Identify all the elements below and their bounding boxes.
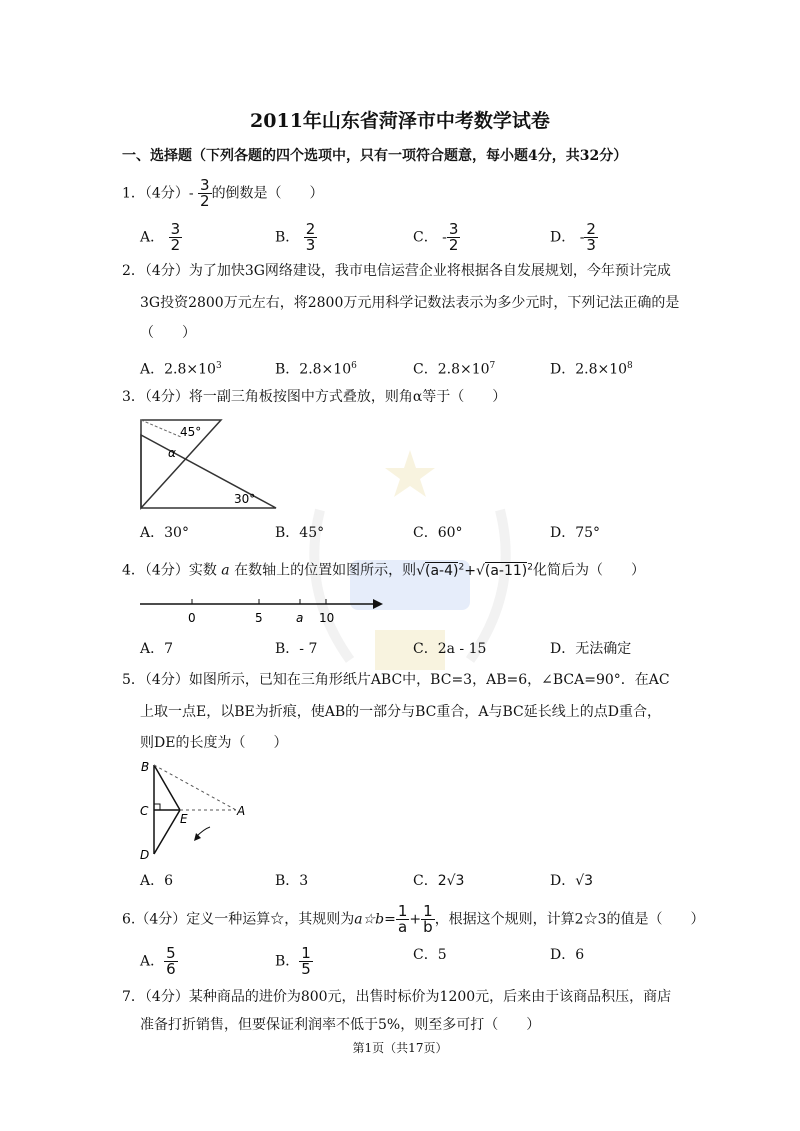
q3-option-d: D．75° [550, 525, 601, 541]
q3-option-b: B．45° [275, 525, 325, 541]
q2-line-2: 3G投资2800万元左右，将2800万元用科学记数法表示为多少元时，下列记法正确的是 [140, 295, 680, 311]
q4-number-line [138, 594, 388, 630]
q1-option-a: A． $\frac{3}{2}$ [140, 220, 181, 254]
q4-option-a: A．7 [140, 641, 174, 657]
q1-minus: - [188, 185, 194, 202]
q6-option-a: A． $\frac{5}{6}$ [140, 944, 176, 978]
svg-text:E: E [180, 812, 188, 826]
q4-option-c: C．2a - 15 [413, 641, 487, 657]
q4-text: 4．（4分）实数 a 在数轴上的位置如图所示，则$√(a-4)^2+√(a-11)^2$化简后为（ ） [122, 562, 645, 579]
q1-option-c: C． - $\frac{3}{2}$ [413, 220, 459, 254]
q5-line-3: 则DE的长度为（ ） [140, 735, 288, 751]
q5-option-a: A．6 [140, 873, 174, 889]
q3-triangle-figure [136, 415, 286, 515]
svg-text:A: A [237, 804, 246, 818]
q3-option-a: A．30° [140, 525, 189, 541]
svg-text:C: C [140, 804, 149, 818]
q2-line-1: 2．（4分）为了加快3G网络建设，我市电信运营企业将根据各自发展规划，今年预计完成 [122, 263, 671, 279]
q6-option-b: B． $\frac{1}{5}$ [275, 944, 311, 978]
q2-option-b: B．$2.8\times 10^6$ [275, 361, 357, 378]
svg-text:D: D [140, 848, 150, 862]
q5-option-b: B．3 [275, 873, 309, 889]
q3-alpha: α [168, 446, 176, 460]
section-heading: 一、选择题（下列各题的四个选项中，只有一项符合题意，每小题4分，共32分） [122, 148, 628, 164]
q2-option-a: A．$2.8\times 10^3$ [140, 361, 222, 378]
q5-option-d: D．√3 [550, 873, 594, 889]
q5-line-1: 5．（4分）如图所示，已知在三角形纸片ABC中，BC=3，AB=6，∠BCA=90°．在AC [122, 672, 670, 688]
q1-suffix: 的倒数是（ ） [211, 185, 324, 202]
q7-line-1: 7．（4分）某种商品的进价为800元，出售时标价为1200元，后来由于该商品积压，商店 [122, 989, 672, 1005]
q1-option-b: B． $\frac{2}{3}$ [275, 220, 316, 254]
axis-label-5: 5 [255, 611, 263, 625]
page-footer: 第1页（共17页） [352, 1041, 448, 1055]
svg-text:B: B [141, 760, 150, 774]
q6-text: 6.（4分）定义一种运算☆，其规则为a☆b= $\frac{1}{a}$ + $\frac{1}{b}$ ，根据这个规则，计算2☆3的值是（ ） [122, 902, 705, 936]
axis-label-0: 0 [188, 611, 196, 625]
q3-option-c: C．60° [413, 525, 463, 541]
q5-option-c: C．2√3 [413, 873, 465, 889]
q5-line-2: 上取一点E，以BE为折痕，使AB的一部分与BC重合，A与BC延长线上的点D重合， [140, 704, 661, 720]
q2-option-d: D．$2.8\times 10^8$ [550, 361, 633, 378]
q3-angle-30: 30° [234, 492, 256, 506]
q7-line-2: 准备打折销售，但要保证利润率不低于5%，则至多可打（ ） [140, 1017, 541, 1033]
q1-option-d: D． - $\frac{2}{3}$ [550, 220, 596, 254]
q4-option-d: D．无法确定 [550, 641, 632, 657]
question-1 [122, 178, 324, 209]
q6-option-d: D．6 [550, 947, 585, 963]
q2-line-3: （ ） [140, 325, 196, 341]
axis-label-a: a [296, 611, 304, 625]
page-title: 2011年山东省菏泽市中考数学试卷 [250, 110, 550, 132]
q4-option-b: B．- 7 [275, 641, 318, 657]
q3-angle-45: 45° [180, 425, 202, 439]
axis-label-10: 10 [319, 611, 335, 625]
q5-triangle-figure [136, 757, 256, 863]
q6-option-c: C．5 [413, 947, 447, 963]
q2-option-c: C．$2.8\times 10^7$ [413, 361, 496, 378]
q3-text: 3．（4分）将一副三角板按图中方式叠放，则角α等于（ ） [122, 389, 507, 405]
q1-prefix: 1．（4分） [122, 185, 189, 202]
q1-fraction: $\frac{3}{2}$ [200, 176, 210, 210]
